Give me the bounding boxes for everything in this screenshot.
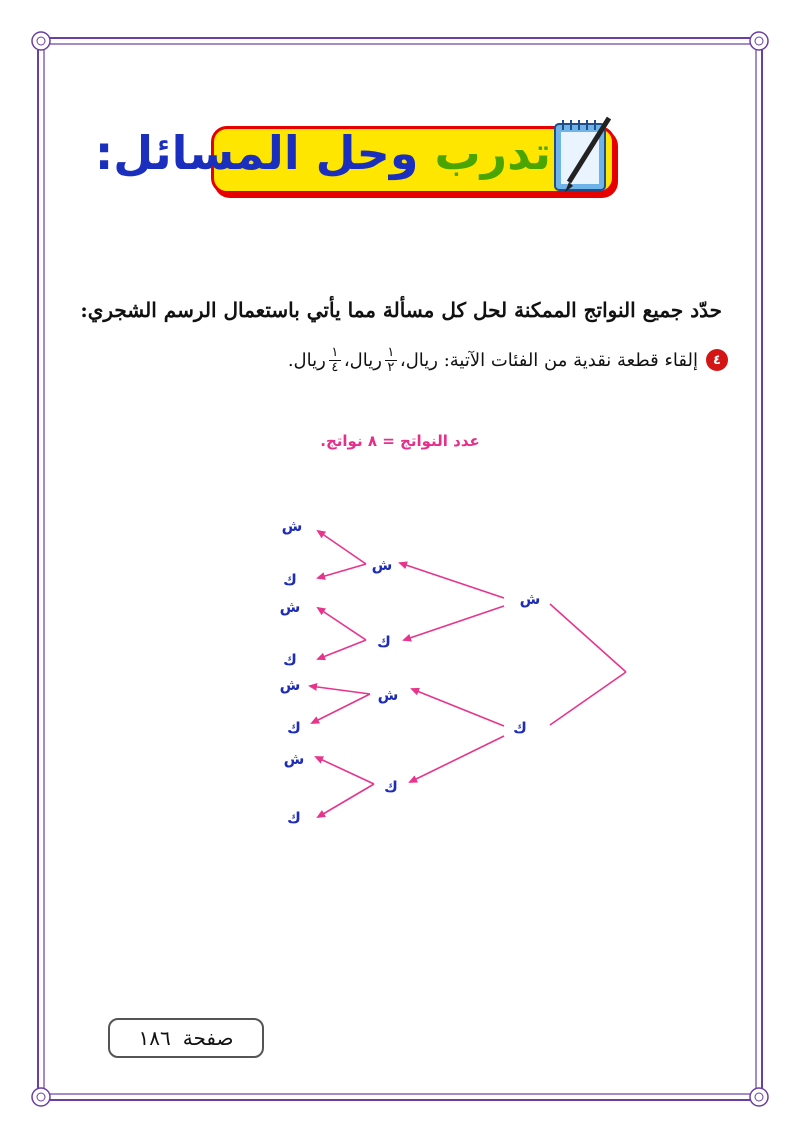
tree-edge-l1-l2	[404, 606, 504, 640]
tree-node-level1: ك	[513, 719, 527, 737]
problem-text-end: ريال.	[287, 349, 326, 371]
tree-edge-l1-l2	[412, 689, 504, 726]
fraction-half-num: ١	[387, 344, 395, 360]
problem-text-start: إلقاء قطعة نقدية من الفئات الآتية: ريال،	[399, 349, 698, 371]
answer-unit: نواتج.	[320, 432, 363, 450]
tree-edge-l2-leaf	[312, 694, 370, 723]
tree-edge-l1-l2	[400, 563, 504, 598]
tree-edge-root-bottom	[550, 672, 626, 725]
tree-edge-l2-leaf	[318, 608, 366, 640]
page-number-box	[108, 1018, 264, 1058]
fraction-quarter-den: ٤	[331, 359, 339, 375]
answer-label: عدد النواتج =	[382, 432, 480, 450]
tree-node-leaf: ك	[283, 651, 297, 669]
banner-word-practice: تدرب	[434, 126, 551, 180]
tree-edge-l2-leaf	[318, 784, 374, 817]
tree-node-level2: ش	[377, 686, 399, 704]
instruction-text: حدّد جميع النواتج الممكنة لحل كل مسألة مما يأتي باستعمال الرسم الشجري:	[80, 298, 722, 322]
tree-node-leaf: ك	[283, 571, 297, 589]
fraction-half-den: ٢	[387, 359, 395, 375]
tree-edge-l2-leaf	[318, 531, 366, 564]
tree-edge-l2-leaf	[310, 686, 370, 694]
tree-edge-root-top	[550, 604, 626, 672]
tree-node-leaf: ش	[279, 598, 301, 616]
tree-node-leaf: ش	[283, 750, 305, 768]
tree-node-level2: ك	[377, 633, 391, 651]
page-number: ١٨٦	[138, 1026, 171, 1050]
page-label: صفحة	[182, 1026, 234, 1050]
problem-number-badge: ٤	[706, 349, 728, 371]
problem-text-mid: ريال،	[343, 349, 382, 371]
tree-edge-l2-leaf	[316, 757, 374, 784]
tree-node-leaf: ش	[279, 676, 301, 694]
tree-node-leaf: ك	[287, 719, 301, 737]
banner-word-solve: وحل المسائل:	[94, 126, 419, 180]
tree-node-level2: ش	[371, 556, 393, 574]
tree-node-leaf: ش	[281, 517, 303, 535]
tree-node-level1: ش	[519, 590, 541, 608]
tree-node-leaf: ك	[287, 809, 301, 827]
fraction-quarter-num: ١	[331, 344, 339, 360]
tree-edge-l2-leaf	[318, 640, 366, 659]
tree-edge-l1-l2	[410, 736, 504, 782]
tree-edge-l2-leaf	[318, 564, 366, 578]
answer-value: ٨	[367, 432, 377, 450]
tree-node-level2: ك	[384, 778, 398, 796]
